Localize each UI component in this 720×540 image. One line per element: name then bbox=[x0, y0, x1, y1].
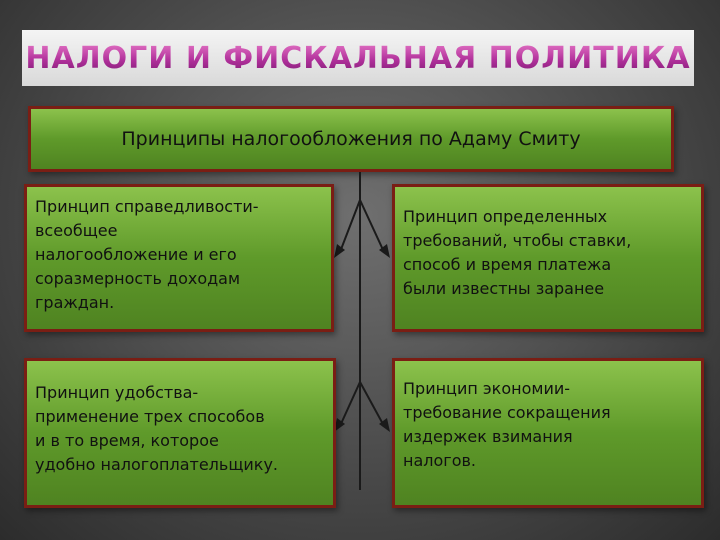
principle-line: применение трех способов bbox=[35, 407, 265, 426]
arrowhead-principle-1 bbox=[334, 244, 345, 258]
principle-line: Принцип определенных bbox=[403, 207, 608, 226]
principle-line: Принцип экономии- bbox=[403, 379, 571, 398]
principle-box-convenience bbox=[24, 358, 336, 508]
principle-line: издержек взимания bbox=[403, 427, 573, 446]
arrow-to-principle-3 bbox=[340, 382, 360, 426]
principle-line: граждан. bbox=[35, 293, 115, 312]
principle-line: всеобщее bbox=[35, 221, 118, 240]
principle-box-justice bbox=[24, 184, 334, 332]
principle-line: и в то время, которое bbox=[35, 431, 219, 450]
principle-line: способ и время платежа bbox=[403, 255, 612, 274]
arrow-to-principle-2 bbox=[360, 200, 384, 252]
slide-title: НАЛОГИ И ФИСКАЛЬНАЯ ПОЛИТИКА bbox=[25, 40, 691, 76]
header-text: Принципы налогообложения по Адаму Смиту bbox=[121, 128, 581, 150]
principle-line: Принцип справедливости- bbox=[35, 197, 259, 216]
principle-line: были известны заранее bbox=[403, 279, 605, 298]
arrow-to-principle-1 bbox=[340, 200, 360, 252]
principle-line: соразмерность доходам bbox=[35, 269, 241, 288]
principle-line: требований, чтобы ставки, bbox=[403, 231, 632, 250]
principle-line: налогов. bbox=[403, 451, 476, 470]
arrow-to-principle-4 bbox=[360, 382, 384, 426]
principle-line: налогообложение и его bbox=[35, 245, 237, 264]
principle-line: требование сокращения bbox=[403, 403, 611, 422]
principle-line: Принцип удобства- bbox=[35, 383, 199, 402]
principle-box-certainty bbox=[392, 184, 704, 332]
principle-box-economy bbox=[392, 358, 704, 508]
principle-line: удобно налогоплательщику. bbox=[35, 455, 278, 474]
